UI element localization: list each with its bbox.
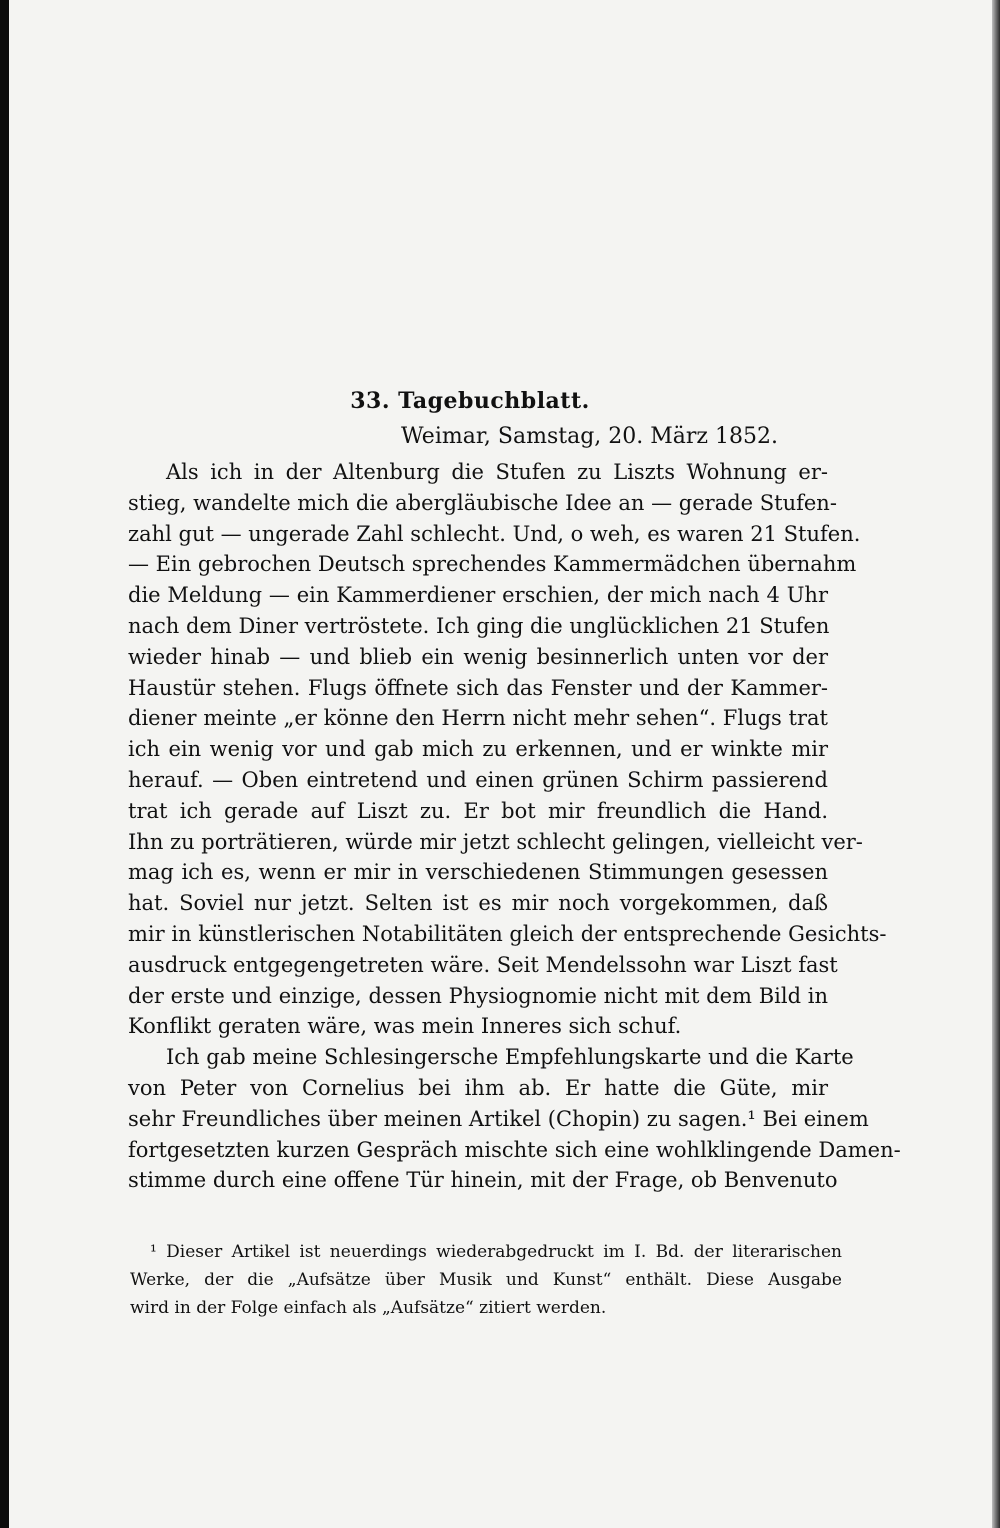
text-line: von Peter von Cornelius bei ihm ab. Er hatte die Güte, mir	[128, 1075, 828, 1100]
text-line: fortgesetzten kurzen Gespräch mischte sich eine wohlklingende Damen-	[128, 1137, 901, 1162]
text-line: Haustür stehen. Flugs öffnete sich das Fenster und der Kammer-	[128, 675, 828, 700]
text-line: Ich gab meine Schlesingersche Empfehlungskarte und die Karte	[166, 1045, 854, 1070]
paragraph	[128, 457, 887, 1042]
scan-edge-right	[992, 0, 1000, 1528]
footnote-line: wird in der Folge einfach als „Aufsätze“ zitiert werden.	[130, 1298, 607, 1318]
text-line: wieder hinab — und blieb ein wenig besinnerlich unten vor der	[128, 644, 828, 669]
dateline: Weimar, Samstag, 20. März 1852.	[400, 424, 778, 449]
text-line: diener meinte „er könne den Herrn nicht mehr sehen“. Flugs trat	[128, 706, 828, 731]
text-line: die Meldung — ein Kammerdiener erschien, der mich nach 4 Uhr	[128, 583, 828, 608]
text-line: trat ich gerade auf Liszt zu. Er bot mir freundlich die Hand.	[128, 798, 828, 823]
text-line: Konflikt geraten wäre, was mein Inneres sich schuf.	[128, 1014, 682, 1039]
text-line: Ihn zu porträtieren, würde mir jetzt schlecht gelingen, vielleicht ver-	[128, 829, 863, 854]
footnote	[130, 1238, 842, 1322]
text-line: stieg, wandelte mich die abergläubische Idee an — gerade Stufen-	[128, 490, 837, 515]
text-line: nach dem Diner vertröstete. Ich ging die unglücklichen 21 Stufen	[128, 613, 830, 638]
text-line: ausdruck entgegengetreten wäre. Seit Mendelssohn war Liszt fast	[128, 952, 838, 977]
text-line: stimme durch eine offene Tür hinein, mit der Frage, ob Benvenuto	[128, 1168, 838, 1193]
body-text	[128, 457, 901, 1196]
text-line: mir in künstlerischen Notabilitäten gleich der entsprechende Gesichts-	[128, 921, 887, 946]
text-line: ich ein wenig vor und gab mich zu erkennen, und er winkte mir	[128, 737, 828, 762]
footnote-line: ¹ Dieser Artikel ist neuerdings wiederabgedruckt im I. Bd. der literarischen	[150, 1242, 842, 1262]
chapter-heading: 33. Tagebuchblatt.	[350, 388, 590, 414]
footnote-line: Werke, der die „Aufsätze über Musik und Kunst“ enthält. Diese Ausgabe	[130, 1270, 842, 1290]
text-line: herauf. — Oben eintretend und einen grünen Schirm passierend	[128, 767, 828, 792]
scan-edge-left	[0, 0, 9, 1528]
text-line: hat. Soviel nur jetzt. Selten ist es mir noch vorgekommen, daß	[128, 891, 828, 916]
text-line: mag ich es, wenn er mir in verschiedenen Stimmungen gesessen	[128, 860, 828, 885]
text-line: zahl gut — ungerade Zahl schlecht. Und, o weh, es waren 21 Stufen.	[128, 521, 861, 546]
text-line: sehr Freundliches über meinen Artikel (Chopin) zu sagen.¹ Bei einem	[128, 1106, 869, 1131]
text-line: Als ich in der Altenburg die Stufen zu Liszts Wohnung er-	[166, 460, 828, 484]
text-line: — Ein gebrochen Deutsch sprechendes Kammermädchen übernahm	[128, 552, 857, 577]
paragraph	[128, 1042, 901, 1196]
text-line: der erste und einzige, dessen Physiognomie nicht mit dem Bild in	[128, 983, 828, 1008]
